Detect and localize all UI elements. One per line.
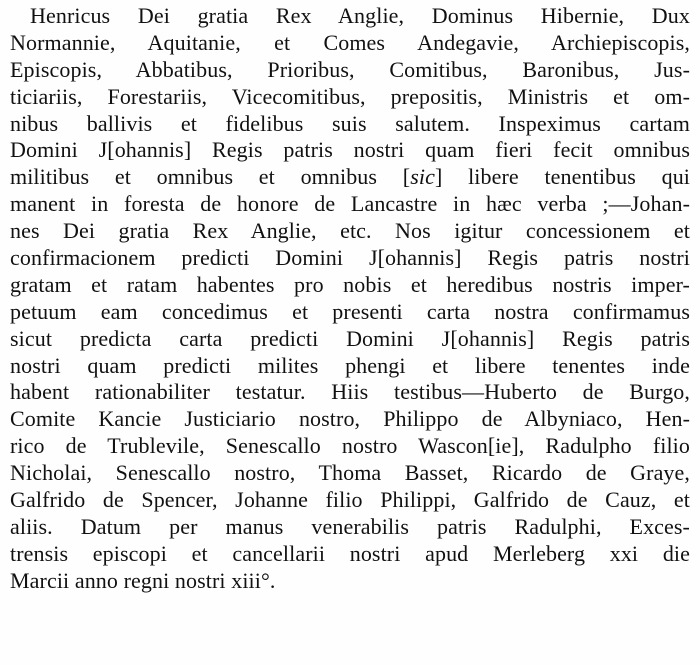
text-line: petuum eam concedimus et presenti carta nostra confirmamus	[10, 298, 690, 324]
text-line: gratam et ratam habentes pro nobis et heredibus nostris imper-	[10, 271, 690, 297]
text-line: habent rationabiliter testatur. Hiis testibus—Huberto de Burgo,	[10, 379, 690, 405]
text-line: nibus ballivis et fidelibus suis salutem. Inspeximus cartam	[10, 110, 690, 136]
text-line: aliis. Datum per manus venerabilis patris Radulphi, Exces-	[10, 513, 690, 539]
text-line: trensis episcopi et cancellarii nostri apud Merleberg xxi die	[10, 540, 690, 566]
text-line: Marcii anno regni nostri xiii°.	[10, 567, 276, 593]
text-line	[10, 164, 690, 191]
text-line: Comite Kancie Justiciario nostro, Philippo de Albyniaco, Hen-	[10, 406, 690, 432]
text-line: manent in foresta de honore de Lancastre in hæc verba ;—Johan-	[10, 191, 690, 217]
text-line: sicut predicta carta predicti Domini J[ohannis] Regis patris	[10, 325, 690, 351]
text-line: Nicholai, Senescallo nostro, Thoma Basset, Ricardo de Graye,	[10, 460, 690, 486]
text-line: nes Dei gratia Rex Anglie, etc. Nos igitur concessionem et	[10, 218, 690, 244]
text-line: Galfrido de Spencer, Johanne filio Philippi, Galfrido de Cauz, et	[10, 487, 690, 513]
text-line: Henricus Dei gratia Rex Anglie, Dominus Hibernie, Dux	[30, 3, 690, 28]
text-line: Normannie, Aquitanie, et Comes Andegavie, Archiepiscopis,	[10, 29, 690, 55]
text-line: Domini J[ohannis] Regis patris nostri quam fieri fecit omnibus	[10, 137, 690, 163]
text-line: Episcopis, Abbatibus, Prioribus, Comitibus, Baronibus, Jus-	[10, 56, 690, 82]
text-segment: ] libere tenentibus qui	[434, 164, 691, 190]
text-line: nostri quam predicti milites phengi et libere tenentes inde	[10, 352, 690, 378]
charter-paragraph	[10, 3, 690, 595]
text-line: rico de Trublevile, Senescallo nostro Wascon[ie], Radulpho filio	[10, 433, 690, 459]
italic-sic: sic	[410, 164, 435, 190]
text-line: ticiariis, Forestariis, Vicecomitibus, prepositis, Ministris et om-	[10, 83, 690, 109]
text-segment: militibus et omnibus et omnibus [	[10, 164, 411, 190]
text-line: confirmacionem predicti Domini J[ohannis] Regis patris nostri	[10, 245, 690, 271]
